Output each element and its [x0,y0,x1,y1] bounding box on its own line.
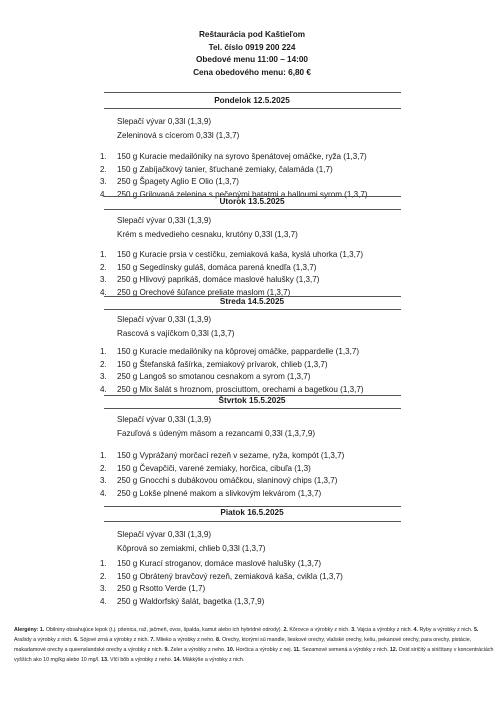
soup-item: Kôprová so zemiakmi, chlieb 0,33l (1,3,7) [117,543,266,553]
meal-number: 1. [100,250,107,259]
meal-number: 3. [100,372,107,381]
meal-item [100,176,368,189]
meal-number: 4. [100,596,107,606]
soup-item: Slepačí vývar 0,33l (1,3,9) [117,530,212,539]
meals-friday [100,558,343,608]
soup-item: Krém s medvedieho cesnaku, krutóny 0,33l (1,3,7) [117,229,298,239]
meal-text: 250 g Orechové šúľance preliate maslom (1,3,7) [117,287,291,297]
divider [104,521,401,522]
divider [104,209,401,210]
soup-item: Rascová s vajíčkom 0,33l (1,3,7) [117,328,235,338]
meal-item [100,346,364,359]
allergen-number: 2. [283,627,288,633]
meal-number: 1. [100,559,107,568]
allergen-text: Sójové zrná a výrobky z nich. [79,637,149,644]
allergen-number: 9. [164,647,169,654]
meal-item [100,596,343,609]
soup-item: Zeleninová s cícerom 0,33l (1,3,7) [117,130,240,140]
meal-number: 1. [100,451,107,460]
allergen-number: 13. [101,657,109,664]
soups-thursday [117,414,315,441]
meal-text: 150 g Kuracie prsia v cestíčku, zemiaková kaša, kyslá uhorka (1,3,7) [117,250,364,259]
meal-number: 4. [100,384,107,394]
meal-number: 3. [100,275,107,284]
menu-header [0,29,504,79]
allergen-number: 5. [473,627,479,633]
meal-text: 150 g Kurací stroganov, domáce maslové halušky (1,3,7) [117,559,322,568]
day-title-tuesday: Utorok 13.5.2025 [219,197,285,206]
meal-text: 150 g Segedínsky guláš, domáca parená knedľa (1,3,7) [117,262,317,272]
meal-text: 250 g Mix šalát s hroznom, prosciuttom, orechami a bagetkou (1,3,7) [117,384,364,394]
meal-number: 3. [100,584,107,593]
allergen-number: 4. [413,627,418,633]
allergen-number: 14. [173,657,182,664]
meal-text: 150 g Vyprážaný morčací rezeň v sezame, ryža, kompót (1,3,7) [117,451,345,460]
day-title-monday: Pondelok 12.5.2025 [214,96,290,105]
meal-item [100,571,343,584]
allergen-number: 6. [74,637,79,644]
soups-monday [117,116,239,143]
allergen-number: 7. [150,637,155,644]
meal-text: 150 g Zabíjačkový tanier, šťuchané zemiaky, čalamáda (1,7) [117,164,333,174]
allergen-text: Sezamové semená a výrobky z nich. [302,647,389,654]
meal-item [100,164,368,177]
soup-item: Slepačí vývar 0,33l (1,3,9) [117,415,212,424]
allergen-text: Zeler a výrobky z neho. [170,647,226,654]
meal-text: 250 g Hlivový paprikáš, domáce maslové halušky (1,3,7) [117,275,320,284]
allergen-text: Arašidy a výrobky z nich. [14,637,73,644]
restaurant-name: Reštaurácia pod Kaštieľom [199,30,305,39]
meals-thursday [100,450,344,500]
allergen-number: 11. [293,647,301,654]
meal-item [100,359,364,372]
meal-number: 4. [100,488,107,498]
soup-item: Fazuľová s údeným mäsom a rezancami 0,33l (1,3,7,9) [117,428,316,438]
meal-number: 2. [100,571,107,581]
meal-item [100,249,363,262]
meal-item [100,151,368,164]
allergen-text: Kôrovce a výrobky z nich. [289,627,350,633]
allergen-number: 3. [351,627,356,633]
meal-text: 250 g Waldorfský šalát, bagetka (1,3,7,9) [117,596,265,606]
meal-item [100,583,343,596]
meal-number: 1. [100,347,107,356]
soups-tuesday [117,215,298,242]
meal-number: 3. [100,476,107,485]
allergen-text: Mäkkýše a výrobky z nich. [182,657,245,664]
soups-friday [117,529,265,556]
allergen-text: Vlčí bôb a výrobky z neho. [110,657,173,664]
allergen-text: Oxid siričitý a siričitany v koncentráciách vyšších ako 10 mg/kg alebo 10 mg/l. [14,647,494,664]
meal-item [100,371,364,384]
soup-item: Slepačí vývar 0,33l (1,3,9) [117,315,212,324]
meal-text: 150 g Čevapčiči, varené zemiaky, horčica, cibuľa (1,3) [117,463,311,473]
allergen-number: 12. [389,647,398,654]
meal-item [100,262,363,275]
meal-text: 150 g Štefanská fašírka, zemiakový prívarok, chlieb (1,3,7) [117,359,328,369]
menu-hours: Obedové menu 11:00 – 14:00 [196,55,308,64]
meals-wednesday [100,346,364,396]
meal-item [100,558,343,571]
allergens-label: Alergény: [14,627,39,633]
menu-price: Cena obedového menu: 6,80 € [193,67,311,77]
divider [104,408,401,409]
allergen-text: Horčica a výrobky z nej. [235,647,293,654]
meal-number: 1. [100,152,107,161]
divider [104,92,401,93]
allergen-text: Obilniny obsahujúce lepok (t.j. pšenica, raž, jačmeň, ovos, špalda, kamut alebo ich hybridné odrody). [45,627,282,633]
soup-item: Slepačí vývar 0,33l (1,3,9) [117,216,212,225]
allergen-text: Mlieko a výrobky z neho. [156,637,215,644]
meal-number: 2. [100,262,107,272]
meal-number: 2. [100,463,107,473]
divider [104,108,401,109]
meal-item [100,463,344,476]
meal-text: 250 g Langoš so smotanou cesnakom a syrom (1,3,7) [117,372,311,381]
allergen-number: 10. [226,647,235,654]
meal-number: 4. [100,189,107,199]
meal-text: 150 g Kuracie medailóniky na syrovo špenátovej omáčke, ryža (1,3,7) [117,152,367,161]
day-title-friday: Piatok 16.5.2025 [220,508,284,517]
meal-number: 4. [100,287,107,297]
meal-text: 150 g Kuracie medailóniky na kôprovej omáčke, pappardelle (1,3,7) [117,347,360,356]
meal-text: 150 g Obrátený bravčový rezeň, zemiaková kaša, cvikla (1,3,7) [117,571,343,581]
meal-text: 250 g Lokše plnené makom a slivkovým lekvárom (1,3,7) [117,488,322,498]
meal-item [100,475,344,488]
meal-text: 250 g Rsotto Verde (1,7) [117,584,206,593]
divider [104,506,401,507]
meal-item [100,274,363,287]
meal-number: 2. [100,359,107,369]
meal-text: 250 g Špagety Aglio E Olio (1,3,7) [117,177,239,186]
divider [104,309,401,310]
allergen-text: Ryby a výrobky z nich. [419,627,473,633]
meal-item [100,488,344,501]
allergen-text: Orechy, ktorými sú mandle, lieskové orechy, vlašské orechy, kešu, pekanové orechy, para orechy, pistácie, makadamové orechy a queenslandské orechy a výrobky z nich. [14,637,472,654]
allergen-text: Vajcia a výrobky z nich. [357,627,413,633]
meals-tuesday [100,249,363,299]
meal-text: 250 g Gnocchi s dubákovou omáčkou, slaninový chips (1,3,7) [117,476,338,485]
allergens-note [14,625,494,665]
meal-item [100,450,344,463]
day-title-thursday: Štvrtok 15.5.2025 [218,396,286,405]
soups-wednesday [117,314,234,341]
meal-number: 3. [100,177,107,186]
allergen-number: 8. [216,637,221,644]
soup-item: Slepačí vývar 0,33l (1,3,9) [117,117,212,126]
meal-text: 250 g Grilovaná zelenina s pečenými batatmi a halloumi syrom (1,3,7) [117,189,368,199]
phone-number: Tel. číslo 0919 200 224 [208,42,296,52]
allergen-number: 1. [39,627,45,633]
day-title-wednesday: Streda 14.5.2025 [219,297,285,306]
meal-number: 2. [100,164,107,174]
meals-monday [100,151,368,201]
